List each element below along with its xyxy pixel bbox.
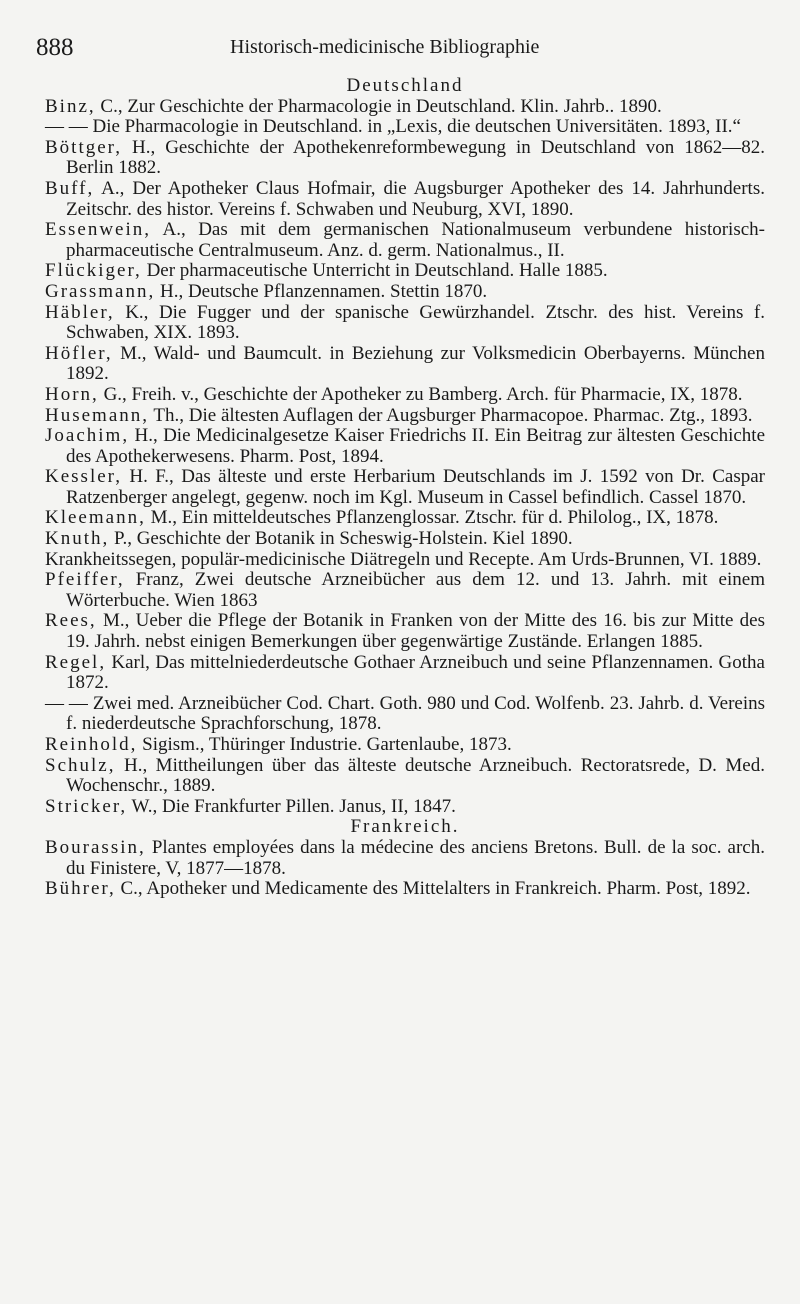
bibliography-entry [45,508,765,529]
entry-author: Schulz, [45,754,116,776]
page-number: 888 [36,34,74,61]
bibliography-entry [45,406,765,427]
bibliography-entry [45,550,765,571]
entry-author: Reinhold, [45,734,138,755]
entry-text: A., Der Apotheker Claus Hofmair, die Augsburger Apotheker des 14. Jahrhunderts. Zeitschr. des histor. Vereins f. Schwaben und Neuburg, XVI, 1890. [66,177,765,220]
bibliography-entry [45,261,765,282]
bibliography-entry [45,220,765,261]
entry-author: Regel, [45,651,107,673]
entry-author: Grassmann, [45,280,156,302]
entry-author: Horn, [45,383,99,405]
entry-author: Buff, [45,177,95,199]
entry-author: Binz, [45,95,96,117]
entry-text: C., Apotheker und Medicamente des Mittelalters in Frankreich. Pharm. Post, 1892. [115,878,751,900]
bibliography-entry [45,117,765,138]
entry-text: H., Deutsche Pflanzennamen. Stettin 1870. [155,280,488,302]
bibliography-entry [45,467,765,508]
entry-text: H., Geschichte der Apothekenreformbewegung in Deutschland von 1862—82. Berlin 1882. [66,136,765,179]
entry-text: Sigism., Thüringer Industrie. Gartenlaube, 1873. [137,734,512,755]
bibliography-entry [45,97,765,118]
entry-author: Kleemann, [45,507,146,529]
entry-text: Plantes employées dans la médecine des anciens Bretons. Bull. de la soc. arch. du Finistere, V, 1877—1878. [66,836,765,879]
bibliography-entry [45,426,765,467]
entry-text: W., Die Frankfurter Pillen. Janus, II, 1847. [127,795,456,817]
entry-text: H., Mittheilungen über das älteste deutsche Arzneibuch. Rectoratsrede, D. Med. Wochenschr., 1889. [66,754,765,797]
entry-author: Kessler, [45,466,122,488]
entry-text: Franz, Zwei deutsche Arzneibücher aus dem 12. und 13. Jahrh. mit einem Wörterbuche. Wien 1863 [66,569,765,611]
entry-author: Essenwein, [45,219,152,241]
bibliography-entry [45,838,765,879]
entry-text: M., Wald- und Baumcult. in Beziehung zur Volksmedicin Oberbayerns. München 1892. [66,342,765,385]
entry-text: M., Ein mitteldeutsches Pflanzenglossar. Ztschr. für d. Philolog., IX, 1878. [145,507,719,529]
entry-text: Krankheitssegen, populär-medicinische Diätregeln und Recepte. Am Urds-Brunnen, VI. 1889. [45,548,762,570]
entry-author: Böttger, [45,136,122,158]
page-header [36,34,776,62]
bibliography-entry [45,138,765,179]
entry-text: P., Geschichte der Botanik in Scheswig-Holstein. Kiel 1890. [109,528,573,550]
section-heading: Frankreich. [350,816,460,838]
bibliography-entry [45,653,765,694]
entry-author: Husemann, [45,404,150,426]
entry-text: — — Zwei med. Arzneibücher Cod. Chart. Goth. 980 und Cod. Wolfenb. 23. Jahrb. d. Vereins f. niederdeutsche Sprachforschung, 1878. [45,692,765,735]
entry-text: C., Zur Geschichte der Pharmacologie in Deutschland. Klin. Jahrb.. 1890. [95,95,662,117]
running-title: Historisch-medicinische Bibliographie [230,36,540,58]
entry-text: H., Die Medicinalgesetze Kaiser Friedrichs II. Ein Beitrag zur ältesten Geschichte des Apothekerwesens. Pharm. Post, 1894. [66,425,765,467]
entry-author: Knuth, [45,528,110,550]
bibliography-entry [45,735,765,756]
entry-text: Karl, Das mittelniederdeutsche Gothaer Arzneibuch und seine Pflanzennamen. Gotha 1872. [66,651,765,694]
entry-author: Stricker, [45,795,128,817]
bibliography-entry [45,797,765,818]
entry-text: Th., Die ältesten Auflagen der Augsburger Pharmacopoe. Pharmac. Ztg., 1893. [149,404,753,426]
entry-author: Häbler, [45,301,115,323]
entry-text: G., Freih. v., Geschichte der Apotheker zu Bamberg. Arch. für Pharmacie, IX, 1878. [98,383,743,405]
bibliography-entry [45,694,765,735]
entry-author: Pfeiffer, [45,569,125,591]
entry-author: Rees, [45,610,97,632]
bibliography-entry [45,611,765,652]
bibliography-entry [45,282,765,303]
bibliography-entry [45,756,765,797]
entry-text: A., Das mit dem germanischen Nationalmuseum verbundene historisch-pharmaceutische Centralmuseum. Anz. d. germ. Nationalmus., II. [66,219,765,261]
entry-text: — — Die Pharmacologie in Deutschland. in „Lexis, die deutschen Universitäten. 1893, II.“ [45,116,741,138]
entry-author: Bourassin, [45,836,146,858]
bibliography-entry [45,303,765,344]
bibliography-entry [45,179,765,220]
bibliography-entry [45,570,765,611]
entry-author: Joachim, [45,425,130,447]
entry-text: M., Ueber die Pflege der Botanik in Franken von der Mitte des 16. bis zur Mitte des 19. Jahrh. nebst einigen Bemerkungen über gegenwärtige Zustände. Erlangen 1885. [66,610,765,653]
section-heading: Deutschland [346,75,464,96]
bibliography-entry [45,879,765,900]
entry-author: Höfler, [45,342,113,364]
entry-text: H. F., Das älteste und erste Herbarium Deutschlands im J. 1592 von Dr. Caspar Ratzenberger angelegt, gegenw. noch im Kgl. Museum in Cassel befindlich. Cassel 1870. [66,466,765,508]
entry-text: Der pharmaceutische Unterricht in Deutschland. Halle 1885. [141,260,608,282]
bibliography-entry [45,385,765,406]
bibliography-entry [45,529,765,550]
entry-text: K., Die Fugger und der spanische Gewürzhandel. Ztschr. des hist. Vereins f. Schwaben, XIX. 1893. [66,301,765,344]
bibliography-entry [45,344,765,385]
entry-author: Flückiger, [45,260,142,282]
entry-author: Bührer, [45,878,116,900]
bibliography-content [45,76,765,900]
